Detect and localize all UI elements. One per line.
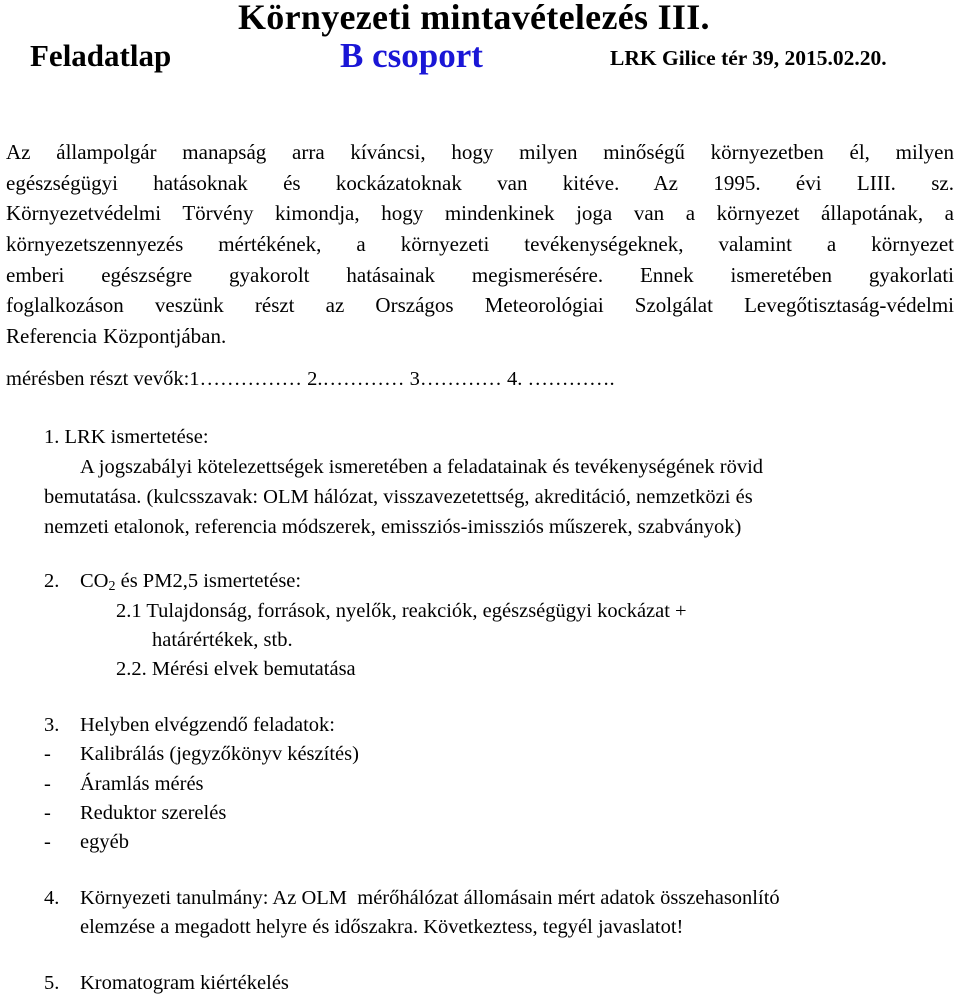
section4-line: elemzése a megadott helyre és időszakra. Következtess, tegyél javaslatot! — [80, 916, 684, 938]
intro-line: emberi egészségre gyakorolt hatásainak megismerésére. Ennek ismeretében gyakorlati — [6, 262, 954, 287]
bullet-dash: - — [44, 802, 51, 824]
group-label: B csoport — [340, 36, 483, 75]
section2-item-cont: határértékek, stb. — [152, 629, 293, 651]
section5-text: Kromatogram kiértékelés — [80, 972, 289, 994]
section2-heading-sub: 2 — [108, 579, 116, 594]
participants-line: mérésben részt vevők:1…………… 2.………… 3………… 4. …………. — [6, 368, 615, 390]
section1-heading: 1. LRK ismertetése: — [44, 426, 209, 448]
worksheet-label: Feladatlap — [30, 38, 172, 73]
intro-line: Környezetvédelmi Törvény kimondja, hogy mindenkinek joga van a környezet állapotának, a — [6, 201, 954, 226]
section2-number: 2. — [44, 570, 60, 592]
section4-line: Környezeti tanulmány: Az OLM mérőhálózat állomásain mért adatok összehasonlító — [80, 887, 780, 909]
section5-number: 5. — [44, 972, 60, 994]
bullet-dash: - — [44, 743, 51, 765]
page-title: Környezeti mintavételezés III. — [238, 0, 710, 37]
intro-line: foglalkozáson veszünk részt az Országos Meteorológiai Szolgálat Levegőtisztaság-védelmi — [6, 293, 954, 318]
section2-heading-post: és PM2,5 ismertetése: — [115, 570, 302, 592]
section2-item: 2.2. Mérési elvek bemutatása — [116, 658, 356, 680]
section1-line: A jogszabályi kötelezettségek ismeretében a feladatainak és tevékenységének rövid — [80, 456, 764, 478]
intro-line: Referencia Központjában. — [6, 324, 227, 349]
bullet-dash: - — [44, 831, 51, 853]
task-item: Kalibrálás (jegyzőkönyv készítés) — [80, 743, 359, 765]
section1-line: bemutatása. (kulcsszavak: OLM hálózat, visszavezetettség, akreditáció, nemzetközi és — [44, 486, 753, 508]
section3-number: 3. — [44, 714, 60, 736]
section2-heading — [80, 570, 301, 595]
bullet-dash: - — [44, 773, 51, 795]
intro-paragraph — [6, 137, 954, 352]
venue-date: LRK Gilice tér 39, 2015.02.20. — [610, 46, 887, 70]
task-item: Áramlás mérés — [80, 773, 204, 795]
section4-number: 4. — [44, 887, 60, 909]
section2-heading-pre: CO — [80, 570, 109, 592]
intro-line: környezetszennyezés mértékének, a környezeti tevékenységeknek, valamint a környezet — [6, 232, 954, 257]
task-item: Reduktor szerelés — [80, 802, 227, 824]
section2-item: 2.1 Tulajdonság, források, nyelők, reakciók, egészségügyi kockázat + — [116, 600, 687, 622]
section1-line: nemzeti etalonok, referencia módszerek, emissziós-imissziós műszerek, szabványok) — [44, 516, 742, 538]
intro-line: Az állampolgár manapság arra kíváncsi, hogy milyen minőségű környezetben él, milyen — [6, 140, 954, 164]
task-item: egyéb — [80, 831, 129, 853]
intro-line: egészségügyi hatásoknak és kockázatoknak van kitéve. Az 1995. évi LIII. sz. — [6, 170, 954, 195]
section3-heading: Helyben elvégzendő feladatok: — [80, 714, 335, 736]
